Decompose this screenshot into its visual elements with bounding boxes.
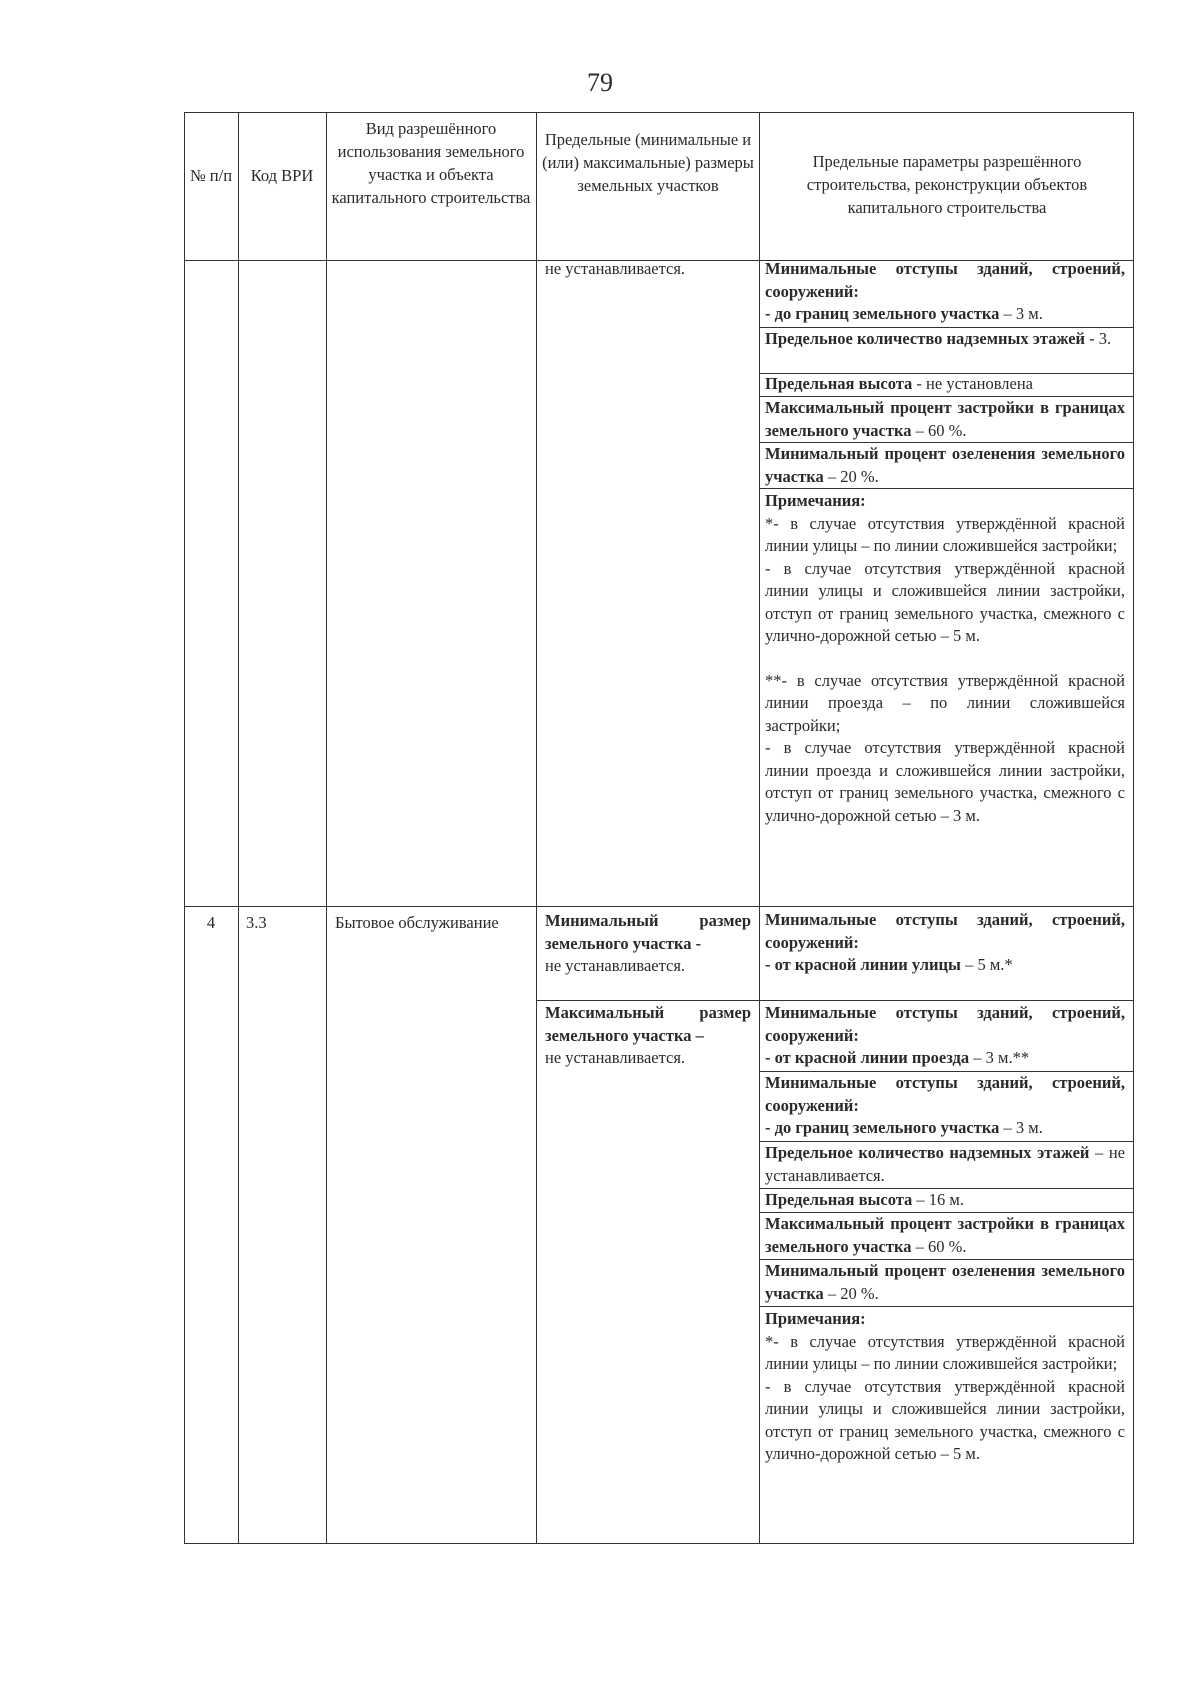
param-label: Минимальные отступы зданий, строений, сооружений:	[765, 259, 1125, 301]
row4-param-min-green	[765, 1260, 1125, 1305]
param-label: Минимальный процент озеленения земельного участка	[765, 1261, 1125, 1303]
param-value: – 60 %.	[911, 420, 967, 440]
param-value: – 5 м.*	[960, 955, 1013, 974]
param-value: – не устанавливается.	[765, 1143, 1125, 1185]
header-col-code: Код ВРИ	[250, 166, 314, 185]
note-text: *- в случае отсутствия утверждённой красной линии улицы – по линии сложившейся застройки;	[765, 513, 1125, 555]
row4-size-max	[545, 1002, 751, 1070]
row4-size-min	[545, 910, 751, 978]
size-value: не устанавливается.	[545, 1048, 686, 1067]
param-label: - от красной линии улицы	[765, 955, 961, 974]
row4-param-setback-border	[765, 1072, 1125, 1140]
note-text: - в случае отсутствия утверждённой красной линии улицы и сложившейся линии застройки, отступ от границ земельного участка, смежного с улично-дорожной сетью – 5 м.	[765, 1376, 1125, 1463]
row-divider	[184, 906, 1134, 907]
row-code: 3.3	[246, 913, 267, 932]
param-label: Предельное количество надземных этажей	[765, 329, 1086, 348]
param-label: Предельная высота	[765, 374, 913, 393]
note-text: **- в случае отсутствия утверждённой красной линии проезда – по линии сложившейся застройки;	[765, 670, 1125, 735]
param-value: – 3 м.	[999, 1118, 1043, 1137]
column-divider	[238, 112, 239, 1544]
header-col-plot-size: Предельные (минимальные и (или) максимальные) размеры земельных участков	[542, 130, 754, 195]
row4-param-floors	[765, 1142, 1125, 1187]
header-col-use-type: Вид разрешённого использования земельного участка и объекта капитального строительства	[331, 119, 531, 207]
prev-param-floors	[765, 328, 1125, 351]
row-use-type: Бытовое обслуживание	[335, 913, 499, 932]
param-label: Предельная высота	[765, 1190, 913, 1209]
prev-param-setbacks	[765, 258, 1125, 326]
row4-param-setback-street	[765, 909, 1125, 977]
prev-param-max-building	[765, 397, 1125, 442]
param-label: Минимальные отступы зданий, строений, сооружений:	[765, 1003, 1125, 1045]
param-value: - 3.	[1085, 329, 1112, 348]
row4-param-max-building	[765, 1213, 1125, 1258]
param-label: Минимальный процент озеленения земельного участка	[765, 444, 1125, 486]
row4-param-height	[765, 1189, 1125, 1212]
column-divider	[326, 112, 327, 1544]
param-value: – 3 м.**	[969, 1048, 1030, 1067]
row4-param-setback-driveway	[765, 1002, 1125, 1070]
param-value: – 60 %.	[911, 1236, 967, 1256]
table-border-left	[184, 112, 185, 1544]
note-text: - в случае отсутствия утверждённой красной линии проезда и сложившейся линии застройки, отступ от границ земельного участка, смежного с улично-дорожной сетью – 3 м.	[765, 738, 1125, 825]
header-col-number: № п/п	[189, 166, 233, 185]
param-value: – 20 %.	[823, 1283, 879, 1303]
param-divider	[759, 488, 1134, 489]
prev-notes	[765, 490, 1125, 827]
page-number: 79	[587, 68, 613, 97]
param-divider	[759, 1000, 1134, 1001]
param-label: Минимальные отступы зданий, строений, сооружений:	[765, 910, 1125, 952]
param-label: Максимальный процент застройки в границах земельного участка	[765, 1214, 1125, 1256]
param-label: - до границ земельного участка	[765, 304, 1000, 323]
param-label: Минимальные отступы зданий, строений, сооружений:	[765, 1073, 1125, 1115]
table-border-top	[184, 112, 1134, 113]
param-value: – 20 %.	[823, 466, 879, 486]
table-border-bottom	[184, 1543, 1134, 1544]
row4-notes	[765, 1308, 1125, 1466]
prev-param-min-green	[765, 443, 1125, 488]
size-label: Максимальный размер земельного участка –	[545, 1003, 751, 1045]
param-label: Максимальный процент застройки в границах земельного участка	[765, 398, 1125, 440]
size-label: Минимальный размер земельного участка -	[545, 911, 751, 953]
param-value: – 3 м.	[999, 304, 1043, 323]
param-label: - до границ земельного участка	[765, 1118, 1000, 1137]
param-label: - от красной линии проезда	[765, 1048, 970, 1067]
column-divider	[536, 112, 537, 1544]
land-use-table	[184, 112, 1134, 1544]
note-text: *- в случае отсутствия утверждённой красной линии улицы – по линии сложившейся застройки;	[765, 1331, 1125, 1373]
note-text: - в случае отсутствия утверждённой красной линии улицы и сложившейся линии застройки, отступ от границ земельного участка, смежного с улично-дорожной сетью – 5 м.	[765, 558, 1125, 645]
size-value: не устанавливается.	[545, 956, 686, 975]
param-label: Предельное количество надземных этажей	[765, 1143, 1090, 1162]
notes-title: Примечания:	[765, 1309, 866, 1328]
param-value: - не установлена	[912, 374, 1033, 393]
notes-title: Примечания:	[765, 491, 866, 510]
prev-param-height	[765, 373, 1125, 396]
prev-size-max-value: не устанавливается.	[545, 259, 686, 278]
size-divider	[536, 1000, 759, 1001]
param-divider	[759, 1306, 1134, 1307]
param-value: – 16 м.	[912, 1190, 964, 1209]
row-number: 4	[206, 913, 216, 932]
header-col-parameters: Предельные параметры разрешённого строительства, реконструкции объектов капитального строительства	[806, 152, 1088, 217]
